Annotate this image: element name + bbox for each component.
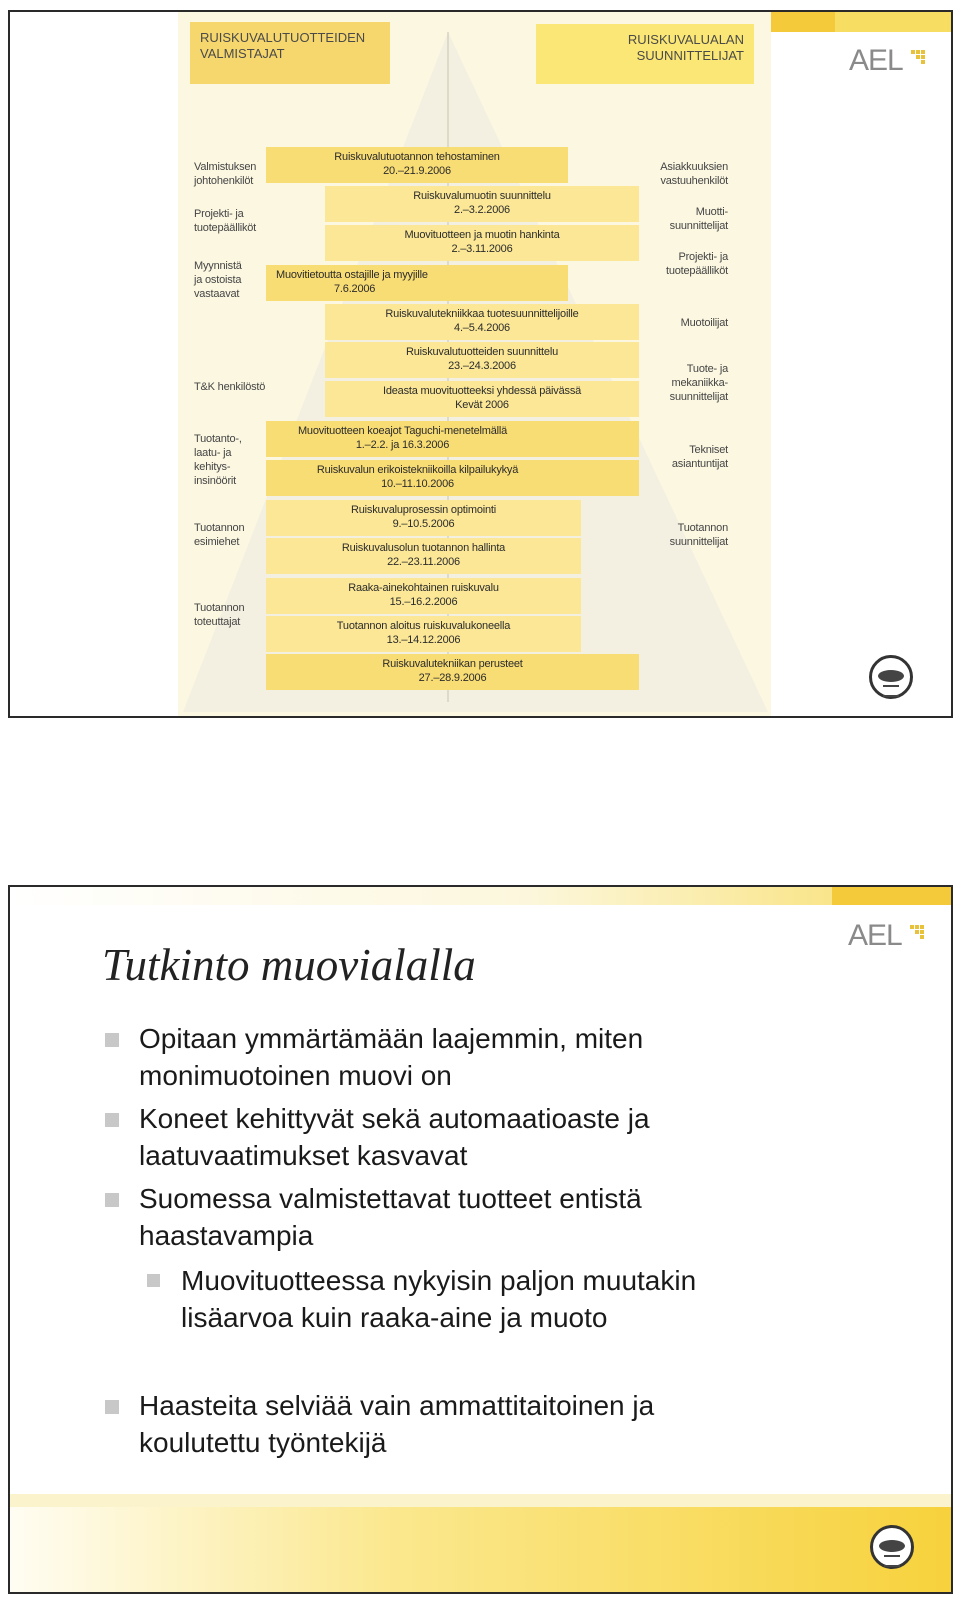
top-accent-bar [10,887,953,905]
course-dates: 9.–10.5.2006 [392,518,455,530]
course-dates: 22.–23.11.2006 [387,556,460,568]
course-title: Tuotannon aloitus ruiskuvalukoneella [336,620,511,632]
course-title: Muovitietoutta ostajille ja myyjille [276,269,428,281]
course-title: Ideasta muovituotteeksi yhdessä päivässä [382,385,582,397]
slide-tutkinto [8,885,953,1594]
bullet-text: Suomessa valmistettavat tuotteet entistä haastavampia [139,1183,642,1251]
course-band [266,578,581,614]
course-dates: 10.–11.10.2006 [381,478,454,490]
course-band [266,500,581,536]
slide-title: Tutkinto muovialalla [102,940,476,990]
top-accent-strip [832,887,953,907]
course-title: Ruiskuvaluprosessin optimointi [350,504,496,516]
header-manufacturers [190,22,390,84]
course-band [266,460,639,496]
course-dates: 27.–28.9.2006 [418,672,487,684]
course-band [266,147,568,183]
bullet-square-icon [105,1400,119,1414]
course-band [325,381,639,417]
course-band [266,654,639,690]
bullet-square-icon [147,1274,160,1287]
course-diagram [178,12,771,718]
bottom-accent-bar [10,1507,953,1594]
header-designers [536,24,754,84]
course-band [325,225,639,261]
course-title: Ruiskuvalutuotannon tehostaminen [334,151,500,163]
slide-course-pyramid [8,10,953,718]
top-accent-strip [771,12,835,32]
bullet-square-icon [105,1033,119,1047]
course-band [325,186,639,222]
course-band [325,304,639,340]
course-dates: 4.–5.4.2006 [454,322,510,334]
ael-logo-mark [910,925,924,939]
role-right: Tekniset asiantuntijat [671,444,728,470]
header-manufacturers-text: RUISKUVALUTUOTTEIDEN VALMISTAJAT [200,30,366,61]
ael-logo-text: AEL [848,919,902,952]
ael-logo-text: AEL [849,44,903,77]
header-designers-text: RUISKUVALUALAN SUUNNITTELIJAT [627,32,744,63]
role-left: Projekti- ja tuotepäälliköt [194,208,257,234]
course-dates: Kevät 2006 [455,399,509,411]
course-title: Muovituotteen ja muotin hankinta [404,229,560,241]
course-band [266,616,581,652]
course-title: Ruiskuvalutuotteiden suunnittelu [406,346,558,358]
top-accent-strip [835,12,953,32]
course-dates: 2.–3.2.2006 [454,204,510,216]
emblem-icon [870,1525,914,1569]
bullet-square-icon [105,1113,119,1127]
course-band [266,538,581,574]
course-dates: 2.–3.11.2006 [451,243,513,255]
course-title: Ruiskuvalumuotin suunnittelu [413,190,551,202]
role-right: Asiakkuuksien vastuuhenkilöt [660,161,728,187]
role-left: Myynnistä ja ostoista vastaavat [194,260,242,300]
role-left: T&K henkilöstö [194,381,266,393]
course-title: Muovituotteen koeajot Taguchi-menetelmällä [297,425,508,437]
course-dates: 7.6.2006 [334,283,376,295]
course-title: Ruiskuvalutekniikkaa tuotesuunnittelijoille [385,308,579,320]
course-title: Ruiskuvalusolun tuotannon hallinta [341,542,506,554]
course-dates: 13.–14.12.2006 [386,634,461,646]
emblem-icon [869,655,913,699]
bullet-text: Muovituotteessa nykyisin paljon muutakin lisäarvoa kuin raaka-aine ja muoto [181,1265,697,1333]
role-right: Projekti- ja tuotepäälliköt [665,251,728,277]
ael-logo [832,905,953,967]
course-band [266,421,639,457]
course-dates: 1.–2.2. ja 16.3.2006 [355,439,450,451]
role-right: Muotti- suunnittelijat [669,206,728,232]
bullet-text: Haasteita selviää vain ammattitaitoinen ja koulutettu työntekijä [139,1390,655,1458]
course-title: Ruiskuvalun erikoistekniikoilla kilpailukykyä [316,464,519,476]
bottom-accent-bar [10,1494,953,1508]
course-title: Raaka-ainekohtainen ruiskuvalu [348,582,499,594]
role-right: Tuote- ja mekaniikka- suunnittelijat [669,363,728,403]
ael-logo-mark [911,50,925,64]
course-title: Ruiskuvalutekniikan perusteet [382,658,523,670]
course-band [266,265,568,301]
course-dates: 15.–16.2.2006 [389,596,458,608]
role-left: Tuotannon esimiehet [194,522,245,548]
ael-logo [835,32,953,92]
course-band [325,342,639,378]
role-left: Valmistuksen johtohenkilöt [194,161,257,187]
role-left: Tuotannon toteuttajat [194,602,245,628]
course-dates: 23.–24.3.2006 [448,360,516,372]
bullet-square-icon [105,1193,119,1207]
role-right: Muotoilijat [680,317,728,329]
bullet-text: Koneet kehittyvät sekä automaatioaste ja laatuvaatimukset kasvavat [139,1103,650,1171]
role-left: Tuotanto-, laatu- ja kehitys- insinöörit [194,433,242,487]
course-dates: 20.–21.9.2006 [383,165,451,177]
bullet-text: Opitaan ymmärtämään laajemmin, miten monimuotoinen muovi on [139,1023,644,1091]
role-right: Tuotannon suunnittelijat [669,522,728,548]
